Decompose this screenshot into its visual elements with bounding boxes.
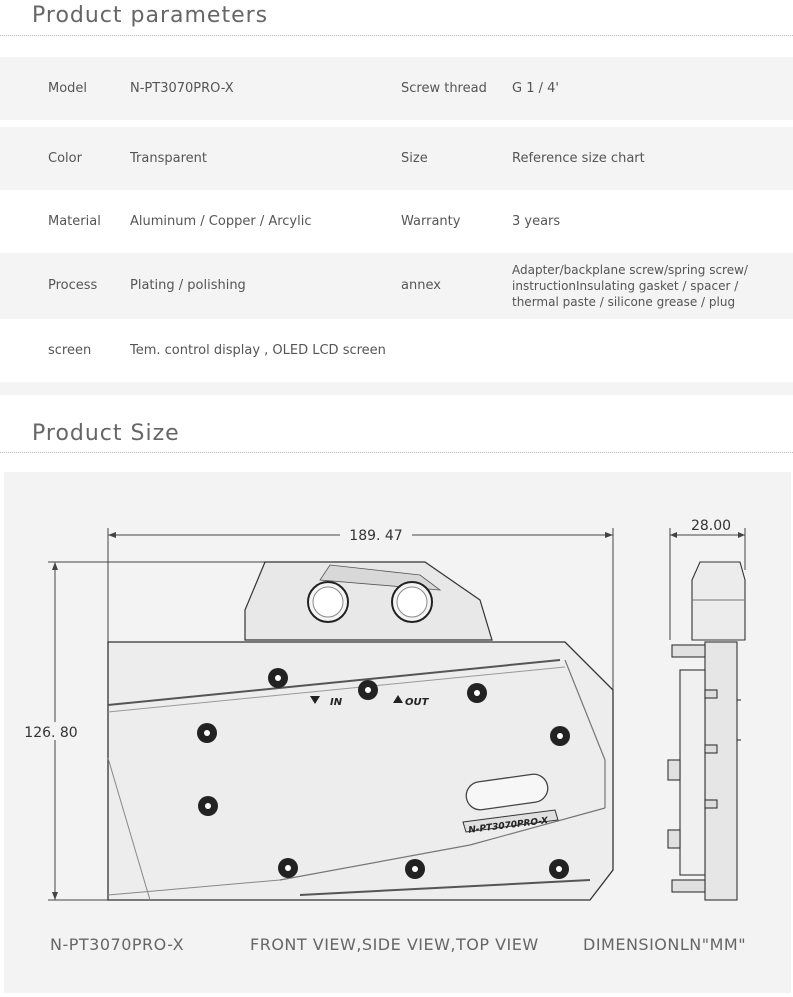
side-view [668,562,745,900]
width-dimension-label: 189. 47 [349,528,403,544]
nameplate-text: N-PT3070PRO-X [467,816,549,836]
param-value: G 1 / 4' [512,80,559,96]
param-label: Material [48,213,101,229]
screw-icon [197,723,217,743]
out-label: OUT [405,697,429,708]
param-value: N-PT3070PRO-X [130,80,234,96]
param-value: 3 years [512,213,561,229]
front-view-body [108,642,613,900]
terminal-block [245,562,492,640]
caption-model: N-PT3070PRO-X [50,935,185,954]
screw-icon [550,726,570,746]
screw-icon [198,796,218,816]
param-value: Aluminum / Copper / Arcylic [130,213,312,229]
param-label: Color [48,150,82,166]
caption-views: FRONT VIEW,SIDE VIEW,TOP VIEW [250,935,539,954]
height-dimension-label: 126. 80 [24,725,78,741]
screw-icon [467,683,487,703]
caption-unit: DIMENSIONLN"MM" [583,935,747,954]
param-label: Model [48,80,88,96]
screw-icon [278,858,298,878]
param-label: screen [48,342,92,358]
screw-icon [358,680,378,700]
screw-icon [268,668,288,688]
screw-icon [405,859,425,879]
param-label: Size [401,150,428,166]
param-value: Transparent [130,150,207,166]
param-label: Process [48,278,98,293]
screw-icon [549,859,569,879]
parameters-title: Product parameters [32,3,269,28]
size-title: Product Size [32,421,180,446]
param-value: Plating / polishing [130,278,246,293]
in-label: IN [330,697,343,708]
param-label: annex [401,278,441,293]
thickness-dimension-label: 28.00 [690,518,732,534]
param-value: Tem. control display , OLED LCD screen [130,342,386,358]
param-label: Warranty [401,213,461,229]
param-value: Reference size chart [512,150,645,166]
param-label: Screw thread [401,80,487,96]
param-value: Adapter/backplane screw/spring screw/ instructionInsulating gasket / spacer / thermal paste / silicone grease / plug [512,263,748,309]
